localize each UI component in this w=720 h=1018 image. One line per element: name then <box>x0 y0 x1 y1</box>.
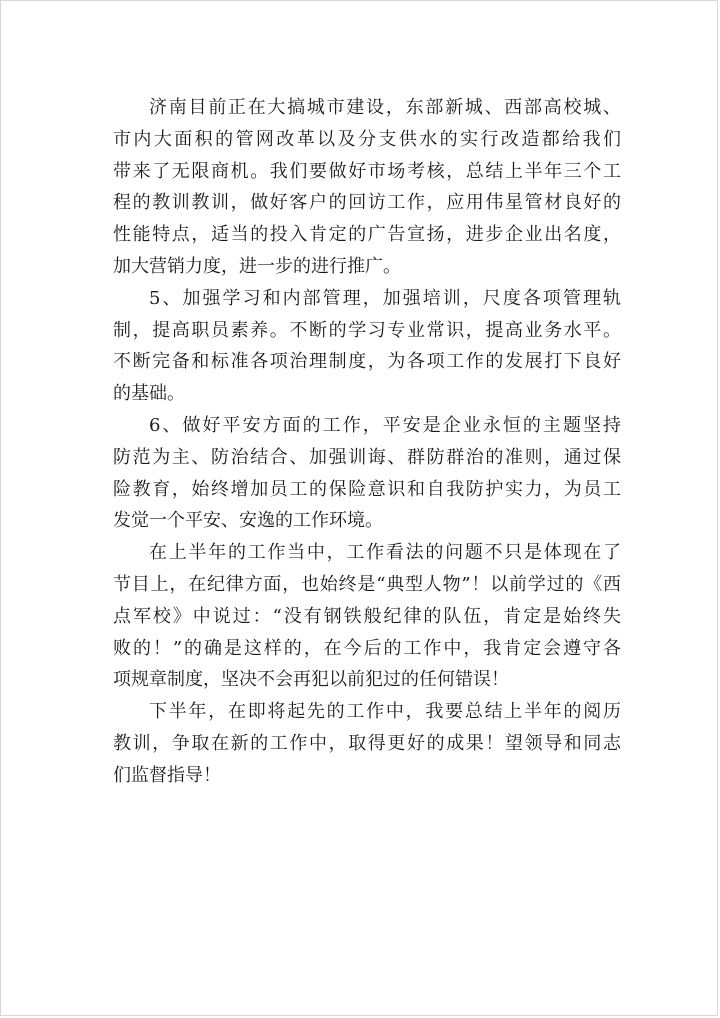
text-line: 下半年，在即将起先的工作中，我要总结上半年的阅历 <box>149 701 621 723</box>
text-line: 不断完备和标准各项治理制度，为各项工作的发展打下良好 <box>113 351 621 373</box>
text-line: 们监督指导！ <box>113 764 221 786</box>
text-line: 6、做好平安方面的工作，平安是企业永恒的主题坚持 <box>149 414 621 436</box>
text-line: 项规章制度，坚决不会再犯以前犯过的任何错误！ <box>113 669 509 691</box>
text-line: 性能特点，适当的投入肯定的广告宣扬，进步企业出名度， <box>113 224 621 246</box>
text-line: 败的！”的确是这样的，在今后的工作中，我肯定会遵守各 <box>113 637 621 659</box>
text-line: 带来了无限商机。我们要做好市场考核，总结上半年三个工 <box>113 160 621 182</box>
text-line: 防范为主、防治结合、加强训诲、群防群治的准则，通过保 <box>113 446 621 468</box>
paragraph-item-6 <box>113 410 621 537</box>
text-line: 制，提高职员素养。不断的学习专业常识，提高业务水平。 <box>113 319 621 341</box>
text-line: 在上半年的工作当中，工作看法的问题不只是体现在了 <box>149 542 621 564</box>
text-line: 险教育，始终增加员工的保险意识和自我防护实力，为员工 <box>113 478 621 500</box>
text-line: 加大营销力度，进一步的进行推广。 <box>113 255 401 277</box>
document-body <box>113 92 621 792</box>
text-line: 发觉一个平安、安逸的工作环境。 <box>113 510 383 532</box>
text-line: 5、加强学习和内部管理，加强培训，尺度各项管理轨 <box>149 287 621 309</box>
text-line: 节目上，在纪律方面，也始终是“典型人物”！以前学过的《西 <box>113 573 621 595</box>
paragraph-discipline <box>113 537 621 696</box>
text-line: 程的教训教训，做好客户的回访工作，应用伟星管材良好的 <box>113 192 621 214</box>
paragraph-city-construction <box>113 92 621 283</box>
text-line: 教训，争取在新的工作中，取得更好的成果！望领导和同志 <box>113 732 621 754</box>
text-line: 市内大面积的管网改革以及分支供水的实行改造都给我们 <box>113 128 621 150</box>
text-line: 点军校》中说过：“没有钢铁般纪律的队伍，肯定是始终失 <box>113 605 621 627</box>
paragraph-second-half <box>113 696 621 791</box>
paragraph-item-5 <box>113 283 621 410</box>
text-line: 济南目前正在大搞城市建设，东部新城、西部高校城、 <box>149 97 621 118</box>
text-line: 的基础。 <box>113 383 185 405</box>
